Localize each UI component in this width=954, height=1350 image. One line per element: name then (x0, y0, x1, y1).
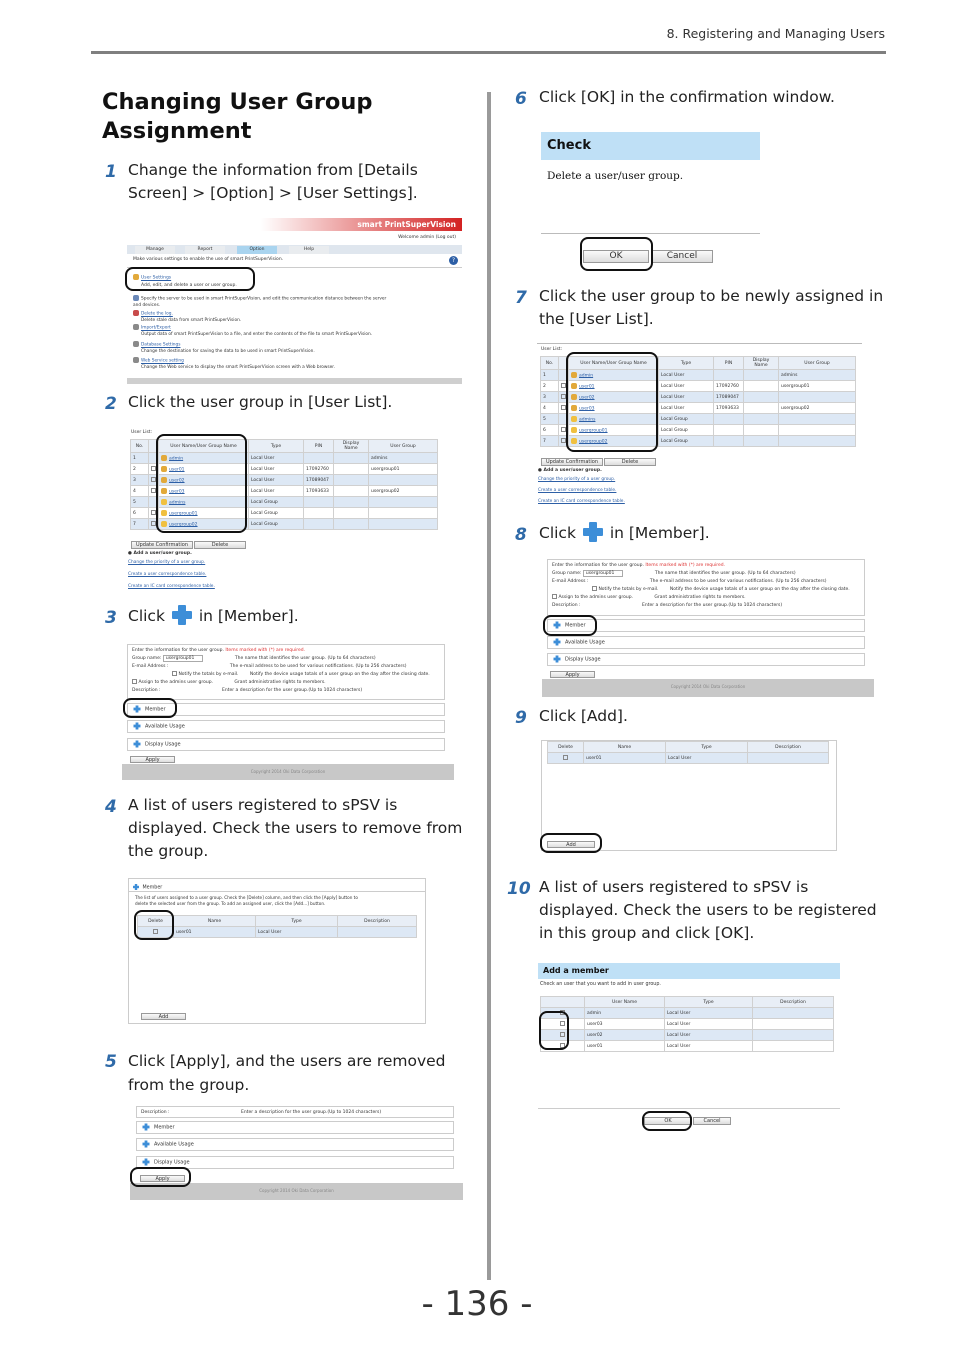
table-row[interactable]: user03 Local User (541, 1019, 834, 1030)
add-button[interactable]: Add (547, 841, 595, 848)
option-description: Make various settings to enable the use of smart PrintSuperVision. (133, 257, 284, 262)
tab-manage[interactable]: Manage (135, 246, 175, 254)
plus-icon (143, 1141, 150, 1148)
cancel-button[interactable]: Cancel (693, 1117, 731, 1125)
chapter-header: 8. Registering and Managing Users (666, 26, 885, 41)
step-number: 10 (507, 879, 531, 899)
plus-icon (554, 656, 561, 663)
highlight-user-group (156, 434, 247, 533)
import-icon (133, 324, 139, 330)
priority-link[interactable]: Change the priority of a user group. (128, 560, 206, 565)
step-number: 5 (105, 1052, 117, 1072)
highlight-delete-column (134, 910, 174, 940)
table-row[interactable]: 5 admins Local Group (131, 497, 438, 508)
apply-button[interactable]: Apply (550, 671, 595, 678)
display-usage-section[interactable]: Display Usage (547, 653, 865, 666)
add-user-link[interactable]: ● Add a user/user group. (128, 551, 192, 556)
table-row[interactable]: user01 Local User (548, 753, 829, 764)
priority-link[interactable]: Change the priority of a user group. (538, 477, 616, 482)
step-number: 4 (105, 797, 117, 817)
add-member-table: User Name Type Description admin Local User user03 Local User user02 Local User user01 Local User (540, 996, 834, 1052)
table-row[interactable]: 3 user02 Local User 17089047 (131, 475, 438, 486)
delete-button[interactable]: Delete (194, 541, 246, 549)
item-server: Specify the server to be used in smart PrintSuperVision, and edit the communication distance between the server and devices. (133, 296, 387, 308)
plus-icon (134, 723, 141, 730)
table-row[interactable]: 5 admins Local Group (541, 414, 856, 425)
ok-button[interactable]: OK (644, 1117, 692, 1125)
table-row[interactable]: 4 user03 Local User 17093633 usergroup02 (131, 486, 438, 497)
item-web-service[interactable]: Web Service setting Change the Web service to display the smart PrintSuperVision screen with a Web browser. (133, 357, 453, 371)
plus-icon (583, 522, 603, 542)
dialog-description: Check an user that you want to add in user group. (540, 982, 661, 987)
table-row[interactable]: user01 Local User (541, 1041, 834, 1052)
step-text: Click [Add]. (539, 707, 628, 725)
page-number: - 136 - (421, 1284, 533, 1324)
plus-icon (143, 1124, 150, 1131)
table-row[interactable]: 3 user02 Local User 17089047 (541, 392, 856, 403)
user-table-link[interactable]: Create a user correspondence table. (538, 488, 617, 493)
step-number: 2 (105, 394, 117, 414)
help-icon[interactable]: ? (449, 256, 458, 265)
dialog-title: Check (541, 132, 760, 160)
delete-button[interactable]: Delete (604, 458, 656, 466)
member-title: Member (131, 882, 162, 892)
highlight-ok (642, 1111, 692, 1131)
highlight-apply (130, 1167, 191, 1187)
highlight-ok (580, 237, 653, 271)
step-text: A list of users registered to sPSV is displayed. Check the users to remove from the group. (128, 796, 463, 860)
available-usage-section[interactable]: Available Usage (127, 720, 445, 733)
column-divider (487, 92, 491, 1280)
apply-button[interactable]: Apply (140, 1175, 185, 1182)
step-number: 3 (105, 608, 117, 628)
update-confirmation-button[interactable]: Update Confirmation (131, 541, 193, 549)
step-number: 8 (515, 525, 527, 545)
web-icon (133, 357, 139, 363)
item-user-settings[interactable]: User Settings Add, edit, and delete a user or user group. (133, 274, 333, 289)
member-table: Delete Name Type Description user01 Local User (137, 915, 417, 938)
highlight-member (123, 698, 177, 718)
tab-report[interactable]: Report (185, 246, 225, 254)
highlight-member (543, 615, 597, 636)
item-import-export[interactable]: Import/Export Output data of smart PrintSuperVision to a file, and enter the contents of the file to smart PrintSuperVision. (133, 324, 453, 338)
step-number: 7 (515, 288, 527, 308)
screenshot-apply: Description : Enter a description for the user group.(Up to 1024 characters) Member Available Usage Display Usage Apply Copyright 2014 Oki Data Corporation (130, 1104, 463, 1200)
member-description: The list of users assigned to a user group. Check the [Delete] column, and then click the [Apply] button to delete the selected user from the group. To add an assigned user, click the [Add...] button. (135, 895, 358, 906)
add-user-link[interactable]: ● Add a user/user group. (538, 468, 602, 473)
member-section[interactable]: Member (127, 703, 445, 716)
brand-name: smart PrintSuperVision (357, 220, 456, 229)
step-text: Click in [Member]. (539, 524, 710, 542)
table-row[interactable]: 7 usergroup02 Local Group (131, 519, 438, 530)
table-row[interactable]: 2 user01 Local User 17092760 usergroup01 (131, 464, 438, 475)
plus-icon (554, 639, 561, 646)
available-usage-section[interactable]: Available Usage (136, 1138, 454, 1151)
copyright: Copyright 2014 Oki Data Corporation (542, 679, 874, 697)
member-section[interactable]: Member (136, 1121, 454, 1134)
highlight-user-group (566, 352, 658, 452)
delete-checkbox[interactable] (563, 755, 568, 760)
step-text: Click in [Member]. (128, 607, 299, 625)
header-rule (91, 51, 886, 54)
screenshot-add-member (538, 963, 840, 1133)
plus-icon (143, 1159, 150, 1166)
tab-help[interactable]: Help (289, 246, 329, 254)
table-row[interactable]: 2 user01 Local User 17092760 usergroup01 (541, 381, 856, 392)
member-table: Delete Name Type Description user01 Local User (547, 741, 829, 764)
ic-card-link[interactable]: Create an IC card correspondence table. (128, 584, 215, 589)
screenshot-group-form: Enter the information for the user group. Items marked with (*) are required. Group name: usergroup01 The name that identifies the user group. (Up to 64 characters) E-mail Address : The e-mail address to be used for various notifications. (Up to 256 characters) Notify the totals by e-mail. Notify the device usage totals of a user group on the day after the closing date. Assign to the admins user group. Grant administrative rights to members. Description : Enter a description for the user group.(Up to 1024 characters) Member Available Usage Display Usage Apply Copyright 2014 Oki Data Corporation (122, 640, 454, 780)
table-row[interactable]: 1 admin Local User admins (541, 370, 856, 381)
section-title: Changing User Group Assignment (102, 89, 373, 144)
dialog-title: Add a member (538, 963, 840, 979)
step-text: Click the user group to be newly assigned in the [User List]. (539, 287, 884, 328)
step-number: 6 (515, 89, 527, 109)
user-list-label: User List: (541, 347, 563, 352)
screenshot-group-form-2: Enter the information for the user group. Items marked with (*) are required. Group name: usergroup01 The name that identifies the user group. (Up to 64 characters) E-mail Address : The e-mail address to be used for various notifications. (Up to 256 characters) Notify the totals by e-mail. Notify the device usage totals of a user group on the day after the closing date. Assign to the admins user group. Grant administrative rights to members. Description : Enter a description for the user group.(Up to 1024 characters) Member Available Usage Display Usage Apply Copyright 2014 Oki Data Corporation (542, 556, 874, 697)
database-icon (133, 341, 139, 347)
step-text: Click [Apply], and the users are removed from the group. (128, 1052, 446, 1094)
available-usage-section[interactable]: Available Usage (547, 636, 865, 649)
table-row[interactable]: 4 user03 Local User 17093633 usergroup02 (541, 403, 856, 414)
table-row[interactable]: 6 usergroup01 Local Group (541, 425, 856, 436)
update-confirmation-button[interactable]: Update Confirmation (541, 458, 603, 466)
step-number: 1 (105, 162, 117, 182)
plus-icon (172, 605, 192, 625)
step-text: A list of users registered to sPSV is displayed. Check the users to be registered in this group and click [OK]. (539, 878, 877, 942)
table-row[interactable]: user02 Local User (541, 1030, 834, 1041)
copyright: Copyright 2014 Oki Data Corporation (130, 1183, 463, 1200)
cancel-button[interactable]: Cancel (651, 250, 713, 263)
dialog-message: Delete a user/user group. (547, 170, 684, 182)
user-list-table: No. User Name/User Group Name Type PIN Display Name User Group 1 admin Local User admins 2 user01 Local User 17092760 usergroup01 3 user02 Local User 17089047 4 user03 Local User 17093633 usergroup02 5 admins Local Group 6 usergroup01 Local Group 7 usergroup02 Local Group (130, 439, 438, 530)
table-row[interactable]: admin Local User (541, 1008, 834, 1019)
highlight-checkboxes (539, 1011, 569, 1050)
ok-button[interactable]: OK (583, 250, 649, 263)
highlight-add (540, 833, 602, 853)
table-row[interactable]: 1 admin Local User admins (131, 453, 438, 464)
user-list-table: No. User Name/User Group Name Type PIN Display Name User Group 1 admin Local User admins 2 user01 Local User 17092760 usergroup01 3 user02 Local User 17089047 4 user03 Local User 17093633 usergroup02 5 admins Local Group 6 usergroup01 Local Group 7 usergroup02 Local Group (540, 356, 856, 447)
item-delete-log[interactable]: Delete the log. Delete stale data from smart PrintSuperVision. (133, 310, 393, 324)
step-text: Click [OK] in the confirmation window. (539, 88, 835, 106)
table-row[interactable]: 6 usergroup01 Local Group (131, 508, 438, 519)
delete-icon (133, 310, 139, 316)
user-table-link[interactable]: Create a user correspondence table. (128, 572, 207, 577)
add-button[interactable]: Add (141, 1013, 186, 1020)
step-number: 9 (515, 708, 527, 728)
welcome-text: Welcome admin (Log out) (398, 235, 456, 240)
user-list-label: User List: (131, 430, 153, 435)
screenshot-member-list (128, 878, 426, 1024)
item-database[interactable]: Database Settings Change the destination for saving the data to be used in smart PrintSuperVision. (133, 341, 453, 355)
ic-card-link[interactable]: Create an IC card correspondence table. (538, 499, 625, 504)
member-section[interactable]: Member (547, 619, 865, 632)
copyright: Copyright 2014 Oki Data Corporation (122, 764, 454, 780)
display-usage-section[interactable]: Display Usage (127, 738, 445, 751)
plus-icon (134, 741, 141, 748)
display-usage-section[interactable]: Display Usage (136, 1156, 454, 1169)
server-icon (133, 295, 139, 301)
table-row[interactable]: 7 usergroup02 Local Group (541, 436, 856, 447)
tab-option[interactable]: Option (237, 246, 277, 254)
highlight-user-settings (125, 267, 255, 291)
screenshot-option-menu (127, 216, 462, 384)
step-text: Change the information from [Details Screen] > [Option] > [User Settings]. (128, 161, 418, 202)
apply-button[interactable]: Apply (130, 756, 175, 763)
table-row[interactable]: user01 Local User (138, 927, 417, 938)
step-text: Click the user group in [User List]. (128, 393, 393, 411)
